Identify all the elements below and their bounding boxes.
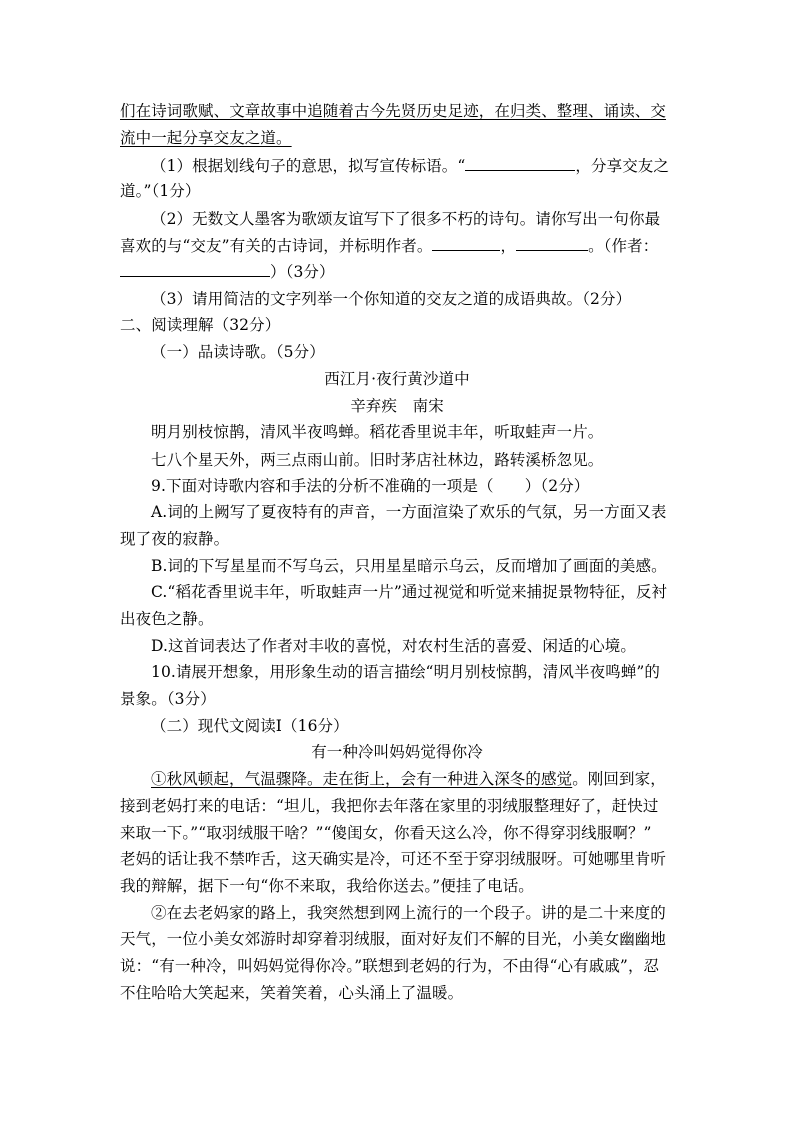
intro-line-1: 们在诗词歌赋、文章故事中追随着古今先贤历史足迹，在归类、整理、诵读、交	[120, 102, 667, 120]
q2-poem-blank-2[interactable]	[516, 235, 588, 251]
intro-underlined: 流中一起分享交友之道。	[120, 129, 292, 147]
intro-line-2	[120, 128, 292, 148]
article-p1-line-5: 我的辩解，据下一句“你不来取，我给你送去。”便挂了电话。	[120, 877, 534, 895]
article-p2-line-3: 说：“有一种冷，叫妈妈觉得你冷。”联想到老妈的行为，不由得“心有戚戚”，忍	[120, 957, 660, 975]
article-p1-line-1	[151, 769, 666, 789]
q9-option-c-line-1: C.“稻花香里说丰年，听取蛙声一片”通过视觉和听觉来捕捉景物特征，反衬	[151, 583, 668, 601]
question-2-line-2	[120, 235, 658, 256]
question-2-line-1: （2）无数文人墨客为歌颂友谊写下了很多不朽的诗句。请你写出一句你最	[151, 210, 661, 228]
article-p1-line-3: 来取一下。”“取羽绒服干啥？”“傻闺女，你看天这么冷，你不得穿羽线服啊？”	[120, 824, 652, 842]
article-p1-line-4: 老妈的话让我不禁咋舌，这天确实是冷，可还不至于穿羽绒服呀。可她哪里肯听	[120, 850, 667, 868]
question-9: 9.下面对诗歌内容和手法的分析不准确的一项是（ ）（2分）	[151, 477, 590, 495]
article-p1-line-1-rest: 。刚回到家，	[572, 770, 666, 788]
q9-option-a-line-1: A.词的上阙写了夏夜特有的声音，一方面渲染了欢乐的气氛，另一方面又表	[151, 503, 667, 521]
question-3: （3）请用简洁的文字列举一个你知道的交友之道的成语典故。（2分）	[151, 290, 632, 308]
poem-title: 西江月·夜行黄沙道中	[324, 370, 470, 388]
q1-text-a: （1）根据划线句子的意思，拟写宣传标语。“	[151, 157, 466, 175]
section-2-heading: 二、阅读理解（32分）	[120, 316, 281, 334]
question-1-line-1	[151, 155, 669, 176]
subsection-2-heading: （二）现代文阅读Ⅰ（16分）	[151, 717, 349, 735]
q2-text-b: 喜欢的与“交友”有关的古诗词，并标明作者。	[120, 237, 433, 255]
question-10-line-1: 10.请展开想象，用形象生动的语言描绘“明月别枝惊鹊，清风半夜鸣蝉”的	[151, 663, 661, 681]
question-10-line-2: 景象。（3分）	[120, 690, 216, 708]
q2-author-blank[interactable]	[120, 261, 270, 277]
poem-line-1: 明月别枝惊鹊，清风半夜鸣蝉。稻花香里说丰年，听取蛙声一片。	[151, 423, 604, 441]
q1-text-b: ，分享交友之	[575, 157, 669, 175]
article-p1-underlined: ①秋风顿起，气温骤降。走在街上，会有一种进入深冬的感觉	[151, 770, 573, 788]
article-p1-line-2: 接到老妈打来的电话：“坦儿，我把你去年落在家里的羽绒服整理好了，赶快过	[120, 797, 659, 815]
q2-poem-blank-1[interactable]	[432, 235, 500, 251]
article-p2-line-1: ②在去老妈家的路上，我突然想到网上流行的一个段子。讲的是二十来度的	[151, 904, 666, 922]
q9-option-d: D.这首词表达了作者对丰收的喜悦，对农村生活的喜爱、闲适的心境。	[151, 637, 637, 655]
article-p2-line-4: 不住哈哈大笑起来，笑着笑着，心头涌上了温暖。	[120, 984, 464, 1002]
question-2-line-3	[120, 261, 335, 282]
poem-author: 辛弃疾 南宋	[350, 397, 444, 415]
q9-option-a-line-2: 现了夜的寂静。	[120, 530, 230, 548]
q2-comma: ，	[500, 237, 517, 255]
poem-line-2: 七八个星天外，两三点雨山前。旧时茅店社林边，路转溪桥忽见。	[151, 451, 604, 469]
q2-text-d: ）（3分）	[270, 263, 335, 281]
q9-option-c-line-2: 出夜色之静。	[120, 610, 214, 628]
subsection-1-heading: （一）品读诗歌。（5分）	[151, 343, 325, 361]
q2-text-c: 。（作者：	[588, 237, 659, 255]
article-p2-line-2: 天气，一位小美女郊游时却穿着羽绒服，面对好友们不解的目光，小美女幽幽地	[120, 930, 667, 948]
question-1-line-2: 道。”（1分）	[120, 182, 201, 200]
q1-answer-blank[interactable]	[465, 155, 575, 171]
q9-option-b: B.词的下写星星而不写乌云，只用星星暗示乌云，反而增加了画面的美感。	[151, 557, 667, 575]
article-title: 有一种冷叫妈妈觉得你冷	[311, 743, 483, 761]
